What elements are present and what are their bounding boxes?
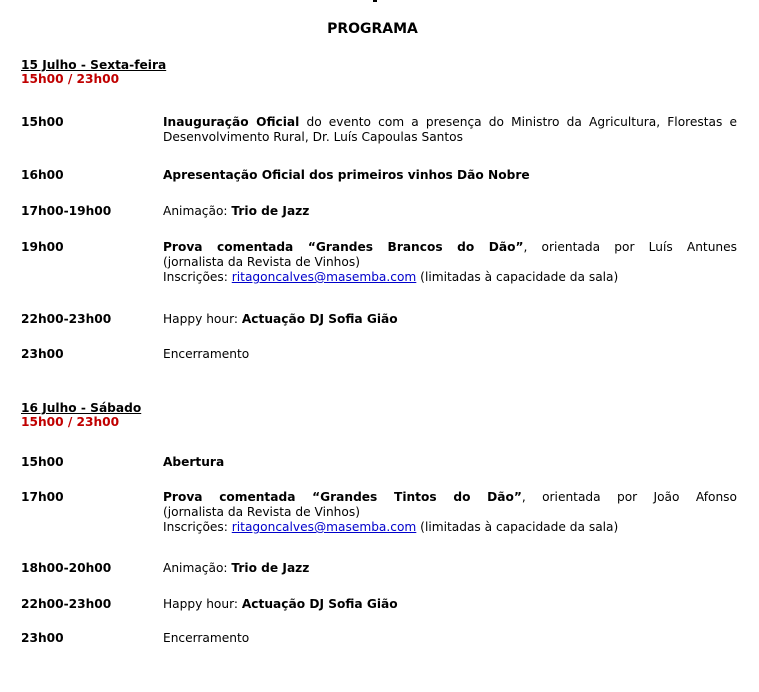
event-prefix: Happy hour: xyxy=(163,312,242,326)
event-details: , orientada por João Afonso xyxy=(521,490,737,504)
event-title: Inauguração Oficial xyxy=(163,115,300,129)
event-title: Abertura xyxy=(163,455,225,469)
day-hours: 15h00 / 23h00 xyxy=(21,415,120,429)
program-item xyxy=(21,561,737,576)
day-date: 16 Julho - Sábado xyxy=(21,401,142,415)
event-description xyxy=(163,490,737,535)
event-time: 17h00 xyxy=(21,490,64,504)
event-prefix: Animação: xyxy=(163,561,232,575)
event-time: 15h00 xyxy=(21,455,64,469)
event-description xyxy=(163,240,737,285)
event-description xyxy=(163,115,737,145)
event-time: 22h00-23h00 xyxy=(21,597,112,611)
event-description xyxy=(163,204,737,219)
registration-note: (limitadas à capacidade da sala) xyxy=(416,520,619,534)
event-description xyxy=(163,312,737,327)
program-item xyxy=(21,312,737,327)
event-time: 19h00 xyxy=(21,240,64,254)
day-hours: 15h00 / 23h00 xyxy=(21,72,120,86)
program-item xyxy=(21,490,737,535)
event-prefix: Encerramento xyxy=(163,347,250,361)
event-time: 23h00 xyxy=(21,631,64,645)
event-description xyxy=(163,455,737,470)
registration-email-link[interactable]: ritagoncalves@masemba.com xyxy=(231,270,417,284)
event-details: do evento com a presença do Ministro da Agricultura, Florestas e Desenvolvimento Rural, Dr. Luís Capoulas Santos xyxy=(163,115,737,144)
event-time: 22h00-23h00 xyxy=(21,312,112,326)
registration-note: (limitadas à capacidade da sala) xyxy=(416,270,619,284)
program-item xyxy=(21,168,737,183)
registration-email-link[interactable]: ritagoncalves@masemba.com xyxy=(231,520,417,534)
program-item xyxy=(21,597,737,612)
event-prefix: Animação: xyxy=(163,204,232,218)
day-header xyxy=(21,58,166,86)
program-item xyxy=(21,631,737,646)
page-top-mark xyxy=(373,0,377,2)
program-item xyxy=(21,204,737,219)
event-time: 18h00-20h00 xyxy=(21,561,112,575)
event-title: Apresentação Oficial dos primeiros vinhos Dão Nobre xyxy=(163,168,530,182)
registration-label: Inscrições: xyxy=(163,270,232,284)
event-title: Prova comentada “Grandes Tintos do Dão” xyxy=(163,490,522,504)
event-title: Actuação DJ Sofia Gião xyxy=(241,597,398,611)
event-time: 17h00-19h00 xyxy=(21,204,112,218)
registration-label: Inscrições: xyxy=(163,520,232,534)
event-prefix: Happy hour: xyxy=(163,597,242,611)
program-item xyxy=(21,347,737,362)
program-item xyxy=(21,455,737,470)
event-description xyxy=(163,347,737,362)
event-description xyxy=(163,168,737,183)
day-header xyxy=(21,401,141,429)
event-prefix: Encerramento xyxy=(163,631,250,645)
event-details-line2: (jornalista da Revista de Vinhos) xyxy=(163,505,360,519)
event-title: Trio de Jazz xyxy=(231,561,310,575)
event-title: Actuação DJ Sofia Gião xyxy=(241,312,398,326)
event-title: Trio de Jazz xyxy=(231,204,310,218)
page-title: PROGRAMA xyxy=(327,21,418,37)
event-time: 16h00 xyxy=(21,168,64,182)
event-time: 23h00 xyxy=(21,347,64,361)
event-description xyxy=(163,631,737,646)
event-description xyxy=(163,561,737,576)
event-title: Prova comentada “Grandes Brancos do Dão” xyxy=(163,240,524,254)
program-item xyxy=(21,240,737,285)
event-details: , orientada por Luís Antunes xyxy=(523,240,737,254)
event-details-line2: (jornalista da Revista de Vinhos) xyxy=(163,255,360,269)
event-time: 15h00 xyxy=(21,115,64,129)
program-item xyxy=(21,115,737,145)
event-description xyxy=(163,597,737,612)
day-date: 15 Julho - Sexta-feira xyxy=(21,58,167,72)
